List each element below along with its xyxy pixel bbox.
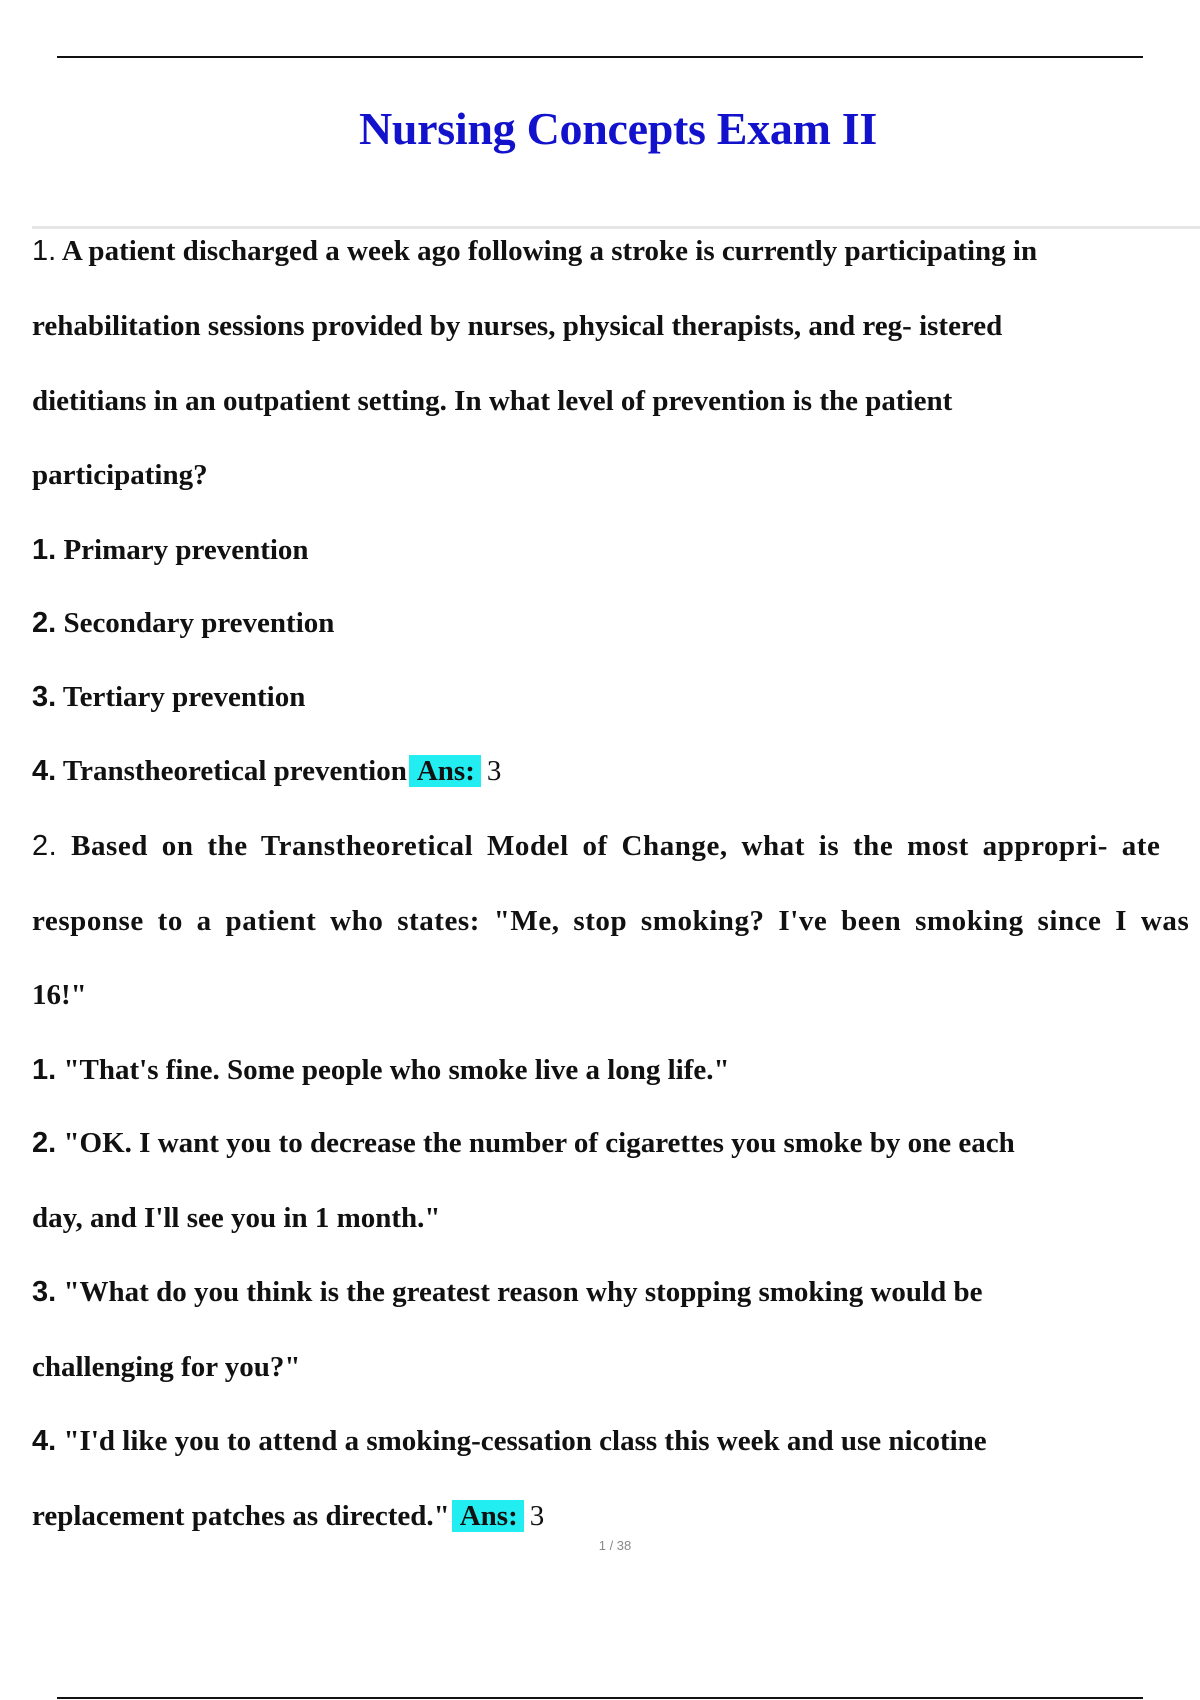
question-text: Based on the Transtheoretical Model of Change, what is the most appropri- ate <box>71 830 1161 862</box>
question-1-stem-line-3: dietitians in an outpatient setting. In what level of prevention is the patient <box>32 385 953 417</box>
question-2-option-3 <box>32 1274 982 1310</box>
question-number: 2. <box>32 830 58 862</box>
top-rule <box>57 56 1143 58</box>
bottom-rule <box>57 1697 1143 1699</box>
question-2-option-1 <box>32 1052 730 1088</box>
answer-label: Ans: <box>409 755 481 787</box>
option-number: 3. <box>32 1276 57 1308</box>
option-text: "That's fine. Some people who smoke live a long life." <box>63 1054 730 1086</box>
question-2-stem-line-3: 16!" <box>32 979 87 1011</box>
question-1-option-2 <box>32 605 334 641</box>
answer-value: 3 <box>486 755 502 787</box>
question-1-stem-line-2: rehabilitation sessions provided by nurses, physical therapists, and reg- istered <box>32 310 1003 342</box>
option-number: 4. <box>32 755 57 787</box>
page-indicator: 1 / 38 <box>598 1538 632 1553</box>
question-2-option-2-cont: day, and I'll see you in 1 month." <box>32 1202 441 1234</box>
option-number: 2. <box>32 607 57 639</box>
option-text: Secondary prevention <box>63 607 335 639</box>
answer-label: Ans: <box>452 1500 524 1532</box>
option-number: 1. <box>32 534 57 566</box>
question-2-stem-line-1 <box>32 828 1160 864</box>
question-1-option-3 <box>32 679 305 715</box>
question-2-stem-line-2: response to a patient who states: "Me, stop smoking? I've been smoking since I was <box>32 905 1190 937</box>
option-text: Primary prevention <box>63 534 309 566</box>
option-text: "I'd like you to attend a smoking-cessation class this week and use nicotine <box>63 1425 987 1457</box>
question-text: A patient discharged a week ago following a stroke is currently participating in <box>61 235 1038 267</box>
option-number: 3. <box>32 681 57 713</box>
question-2-option-4-cont <box>32 1498 544 1534</box>
question-1-option-1 <box>32 532 309 568</box>
option-text: "OK. I want you to decrease the number of cigarettes you smoke by one each <box>63 1127 1015 1159</box>
option-number: 2. <box>32 1127 57 1159</box>
answer-value: 3 <box>529 1500 545 1532</box>
option-text: Tertiary prevention <box>62 681 306 713</box>
question-2-option-4 <box>32 1423 987 1459</box>
option-text: Transtheoretical prevention <box>62 755 407 787</box>
title-divider <box>32 226 1200 229</box>
option-number: 1. <box>32 1054 57 1086</box>
question-1-stem-line-4: participating? <box>32 459 208 491</box>
question-number: 1. <box>32 235 57 267</box>
question-1-stem-line-1 <box>32 233 1037 269</box>
question-2-option-2 <box>32 1125 1015 1161</box>
option-number: 4. <box>32 1425 57 1457</box>
option-text: replacement patches as directed." <box>32 1500 450 1532</box>
page-title: Nursing Concepts Exam II <box>358 103 878 154</box>
option-text: "What do you think is the greatest reason why stopping smoking would be <box>63 1276 983 1308</box>
question-1-option-4 <box>32 753 501 789</box>
question-2-option-3-cont: challenging for you?" <box>32 1351 301 1383</box>
